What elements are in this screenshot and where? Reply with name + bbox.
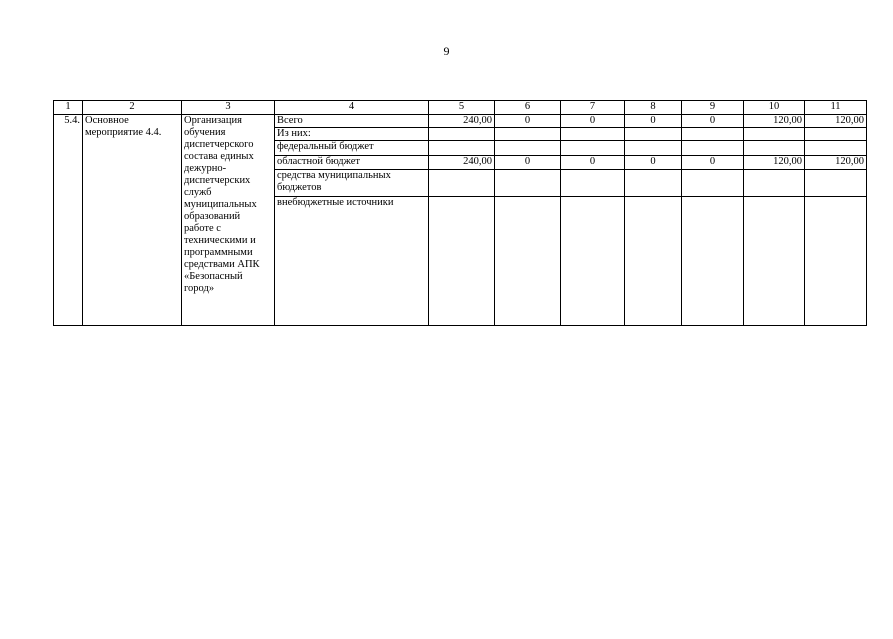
column-header: 1	[54, 101, 83, 115]
value-cell	[429, 197, 495, 326]
value-cell	[625, 170, 682, 197]
value-cell	[625, 197, 682, 326]
header-row	[54, 101, 867, 115]
funding-source: федеральный бюджет	[275, 141, 429, 156]
funding-source: средства муниципальных бюджетов	[275, 170, 429, 197]
column-header: 8	[625, 101, 682, 115]
value-cell	[429, 170, 495, 197]
value-cell: 240,00	[429, 115, 495, 128]
value-cell	[495, 128, 561, 141]
value-cell	[682, 170, 744, 197]
value-cell	[682, 128, 744, 141]
page-number: 9	[443, 44, 450, 58]
column-header: 9	[682, 101, 744, 115]
value-cell	[625, 128, 682, 141]
column-header: 4	[275, 101, 429, 115]
value-cell	[495, 197, 561, 326]
value-cell	[682, 141, 744, 156]
value-cell	[561, 197, 625, 326]
value-cell: 0	[495, 156, 561, 170]
value-cell	[805, 170, 867, 197]
value-cell	[805, 197, 867, 326]
value-cell	[495, 141, 561, 156]
value-cell: 120,00	[805, 156, 867, 170]
value-cell: 240,00	[429, 156, 495, 170]
value-cell	[561, 141, 625, 156]
value-cell: 0	[682, 115, 744, 128]
value-cell: 0	[495, 115, 561, 128]
value-cell	[625, 141, 682, 156]
value-cell	[744, 197, 805, 326]
column-header: 7	[561, 101, 625, 115]
value-cell: 120,00	[805, 115, 867, 128]
column-header: 11	[805, 101, 867, 115]
funding-source: внебюджетные источники	[275, 197, 429, 326]
value-cell: 0	[625, 156, 682, 170]
value-cell: 0	[561, 156, 625, 170]
item-description: Организация обучения диспетчерского состава единых дежурно-диспетчерских служб муниципальных образований работе с техническими и программными средствами АПК «Безопасный город»	[182, 115, 275, 326]
budget-table	[53, 100, 867, 326]
value-cell: 0	[625, 115, 682, 128]
value-cell	[805, 141, 867, 156]
value-cell	[682, 197, 744, 326]
column-header: 3	[182, 101, 275, 115]
column-header: 10	[744, 101, 805, 115]
column-header: 5	[429, 101, 495, 115]
value-cell: 120,00	[744, 156, 805, 170]
value-cell: 0	[561, 115, 625, 128]
funding-source: Всего	[275, 115, 429, 128]
value-cell: 0	[682, 156, 744, 170]
value-cell	[429, 128, 495, 141]
value-cell	[429, 141, 495, 156]
value-cell: 120,00	[744, 115, 805, 128]
table-row	[54, 115, 867, 128]
funding-source: Из них:	[275, 128, 429, 141]
value-cell	[805, 128, 867, 141]
value-cell	[495, 170, 561, 197]
value-cell	[744, 128, 805, 141]
column-header: 2	[83, 101, 182, 115]
item-number: 5.4.	[54, 115, 83, 326]
value-cell	[561, 128, 625, 141]
value-cell	[744, 141, 805, 156]
value-cell	[561, 170, 625, 197]
item-type: Основное мероприятие 4.4.	[83, 115, 182, 326]
funding-source: областной бюджет	[275, 156, 429, 170]
value-cell	[744, 170, 805, 197]
column-header: 6	[495, 101, 561, 115]
